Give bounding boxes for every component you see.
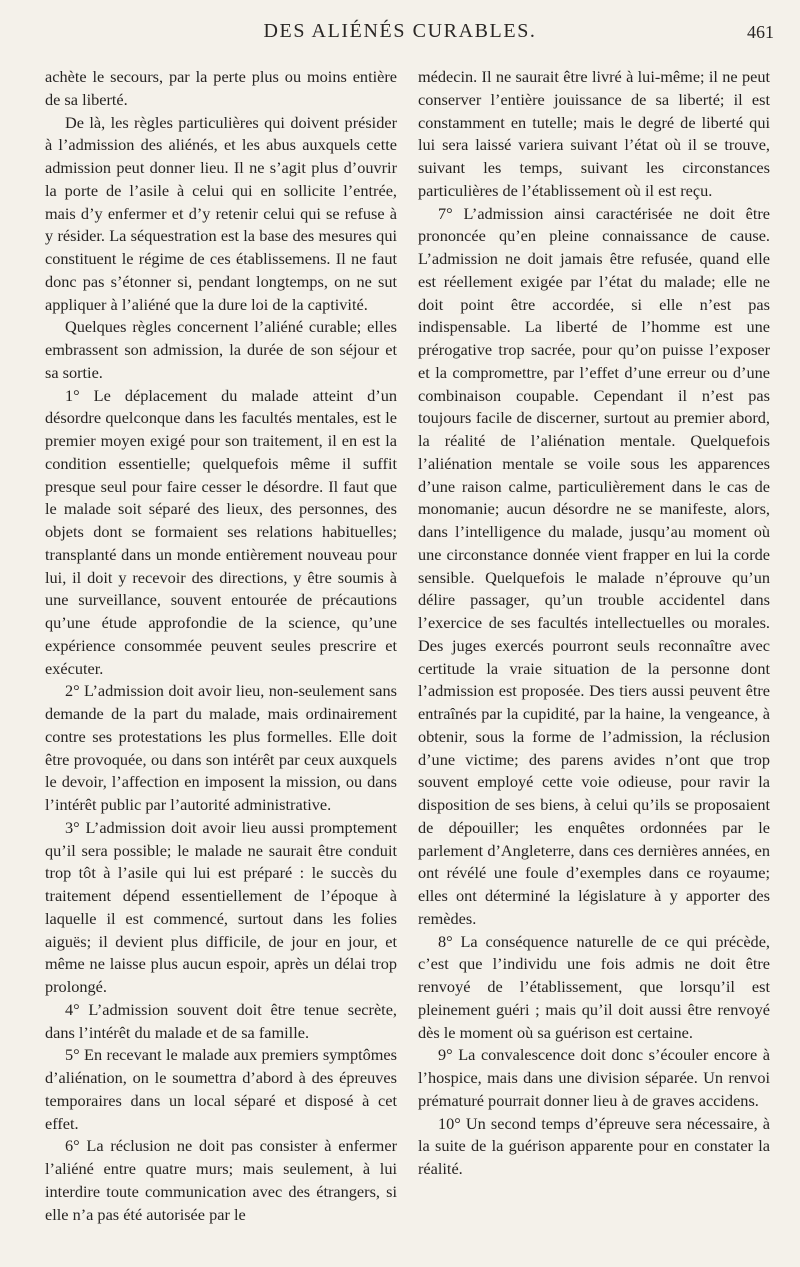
paragraph: 8° La conséquence naturelle de ce qui précède, c’est que l’individu une fois admis ne doit être renvoyé de l’établissement, que lorsqu’il est pleinement guéri ; mais qu’il doit aussi être renvoyé dès le moment où sa guérison est certaine. — [418, 931, 770, 1042]
right-column — [418, 66, 770, 1181]
paragraph: 3° L’admission doit avoir lieu aussi promptement qu’il sera possible; le malade ne saurait être conduit trop tôt à l’asile qui lui est préparé : le succès du traitement dépend essentiellement de l’époque à laquelle il est commencé, surtout dans les folies aiguës; il devient plus difficile, de jour en jour, et même ne laisse plus aucun espoir, après un délai trop prolongé. — [45, 817, 397, 996]
paragraph: 4° L’admission souvent doit être tenue secrète, dans l’intérêt du malade et de sa famille. — [45, 999, 397, 1042]
paragraph: achète le secours, par la perte plus ou moins entière de sa liberté. — [45, 67, 397, 109]
paragraph: médecin. Il ne saurait être livré à lui-même; il ne peut conserver l’entière jouissance de sa liberté; il est constamment en tutelle; mais le degré de liberté qui lui sera laissé variera suivant l’état où il se trouve, suivant les temps, suivant les circonstances particulières de l’établissement où il est reçu. — [418, 67, 770, 200]
paragraph: 5° En recevant le malade aux premiers symptômes d’aliénation, on le soumettra d’abord à des épreuves temporaires dans un local séparé et disposé à cet effet. — [45, 1045, 397, 1133]
paragraph: De là, les règles particulières qui doivent présider à l’admission des aliénés, et les abus auxquels cette admission peut donner lieu. Il ne s’agit plus d’ouvrir la porte de l’asile à celui qui en sollicite l’entrée, mais d’y enfermer et d’y retenir celui qui se refuse à y résider. La séquestration est la base des mesures qui constituent le régime de ces établissemens. Il ne faut donc pas s’étonner si, pendant longtemps, on ne sut appliquer à l’aliéné que la dure loi de la captivité. — [45, 112, 397, 314]
running-title: DES ALIÉNÉS CURABLES. — [263, 20, 537, 42]
paragraph: Quelques règles concernent l’aliéné curable; elles embrassent son admission, la durée de son séjour et sa sortie. — [45, 317, 397, 382]
page-number: 461 — [747, 22, 774, 42]
paragraph: 6° La réclusion ne doit pas consister à enfermer l’aliéné entre quatre murs; mais seulement, à lui interdire toute communication avec des étrangers, si elle n’a pas été autorisée par le — [45, 1136, 397, 1224]
paragraph: 7° L’admission ainsi caractérisée ne doit être prononcée qu’en pleine connaissance de cause. L’admission ne doit jamais être refusée, quand elle est réellement exigée par l’état du malade; elle ne doit point être accordée, si elle n’est pas indispensable. La liberté de l’homme est une prérogative trop sacrée, pour qu’on puisse l’exposer et la compromettre, par l’effet d’une erreur ou d’une combinaison coupable. Cependant il n’est pas toujours facile de discerner, surtout au premier abord, la réalité de l’aliénation mentale. Quelquefois l’aliénation mentale se voile sous les apparences d’une raison calme, particulièrement dans le cas de monomanie; aucun désordre ne se manifeste, alors, dans l’intelligence du malade, jusqu’au moment où une circonstance donnée vient frapper en lui la corde sensible. Quelquefois le malade n’éprouve qu’un délire passager, qu’un trouble accidentel dans l’exercice de ses facultés intellectuelles ou morales. Des juges exercés pourront seuls reconnaître avec certitude la vraie situation de la personne dont l’admission est proposée. Des tiers aussi peuvent être entraînés par la cupidité, par la haine, la vengeance, à obtenir, sous la forme de l’admission, la réclusion d’une victime; des parens avides n’ont que trop souvent employé cette voie odieuse, pour ravir la disposition de ses biens, à celui qu’ils se proposaient de dépouiller; les enquêtes ordonnées par le parlement d’Angleterre, dans ces dernières années, en ont révélé une foule d’exemples dans ce royaume; elles ont déterminé la législature à y apporter des remèdes. — [418, 203, 770, 928]
paragraph: 10° Un second temps d’épreuve sera nécessaire, à la suite de la guérison apparente pour en constater la réalité. — [418, 1113, 770, 1178]
paragraph: 9° La convalescence doit donc s’écouler encore à l’hospice, mais dans une division séparée. Un renvoi prématuré pourrait donner lieu à de graves accidens. — [418, 1045, 770, 1110]
paragraph: 2° L’admission doit avoir lieu, non-seulement sans demande de la part du malade, mais ordinairement contre ses protestations les plus formelles. Elle doit être provoquée, ou dans son intérêt par ceux auxquels le devoir, l’affection en imposent la mission, ou dans l’intérêt public par l’autorité administrative. — [45, 681, 397, 814]
left-column — [45, 66, 397, 1226]
paragraph: 1° Le déplacement du malade atteint d’un désordre quelconque dans les facultés mentales, est le premier moyen exigé pour son traitement, il en est la condition essentielle; quelquefois même il suffit presque seul pour faire cesser le désordre. Il faut que le malade soit séparé des lieux, des personnes, des objets dont se formaient ses relations habituelles; transplanté dans un monde entièrement nouveau pour lui, il doit y recevoir des directions, y être soumis à une surveillance, souvent entourée de précautions qu’une étude approfondie de la science, qu’une expérience consommée peuvent seules prescrire et exécuter. — [45, 385, 397, 678]
